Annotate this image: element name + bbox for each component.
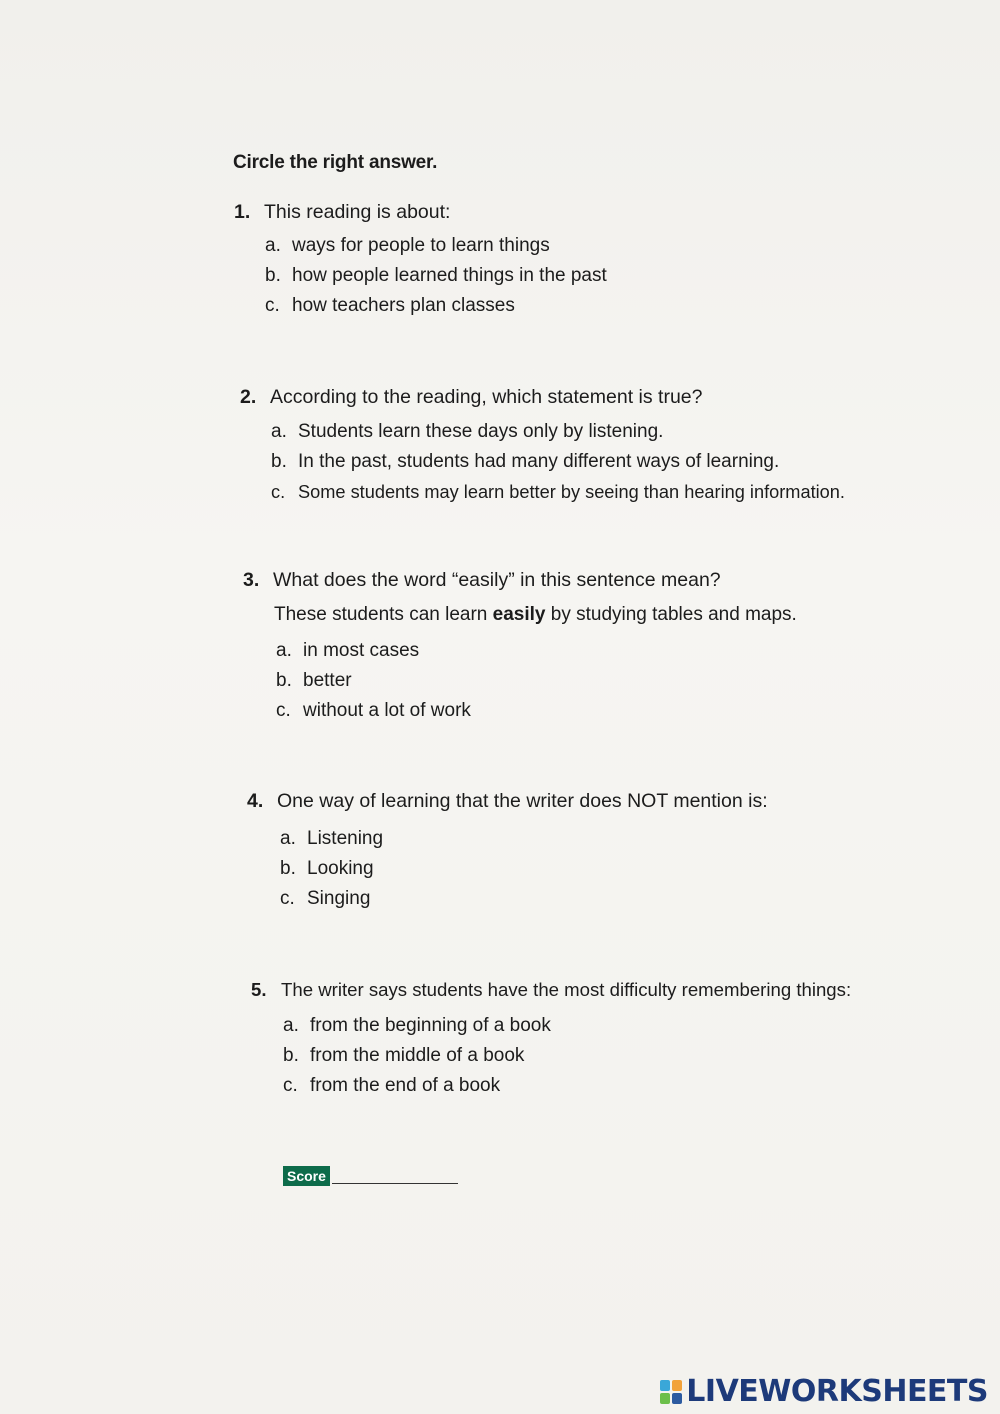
- liveworksheets-logo-icon: [660, 1380, 682, 1404]
- option-text: In the past, students had many different ways of learning.: [298, 451, 780, 472]
- question-text: This reading is about:: [264, 201, 451, 223]
- example-sentence: [274, 604, 797, 626]
- option-letter: c.: [271, 482, 286, 502]
- option-text: Looking: [307, 858, 374, 879]
- brand-name: LIVEWORKSHEETS: [686, 1374, 988, 1409]
- option-3b[interactable]: [276, 666, 352, 696]
- question-5: [251, 975, 851, 1005]
- option-letter: a.: [265, 235, 281, 256]
- option-letter: b.: [280, 858, 296, 879]
- option-text: from the middle of a book: [310, 1045, 525, 1066]
- sentence-start: These students can learn: [274, 604, 493, 625]
- highlighted-word: easily: [492, 604, 546, 625]
- question-text: One way of learning that the writer does NOT mention is:: [277, 790, 768, 812]
- option-1c[interactable]: [265, 291, 515, 321]
- option-1b[interactable]: [265, 261, 607, 291]
- option-letter: b.: [271, 451, 287, 472]
- option-text: without a lot of work: [303, 700, 471, 721]
- option-3c[interactable]: [276, 696, 471, 726]
- sentence-end: by studying tables and maps.: [545, 604, 797, 625]
- option-letter: a.: [276, 640, 292, 661]
- option-text: from the end of a book: [310, 1075, 501, 1096]
- question-number: 2.: [240, 386, 257, 408]
- option-letter: a.: [280, 828, 296, 849]
- option-4c[interactable]: [280, 884, 370, 914]
- question-text: According to the reading, which statement is true?: [270, 386, 703, 408]
- option-text: Students learn these days only by listening.: [298, 421, 664, 442]
- option-letter: a.: [271, 421, 287, 442]
- score-blank-line[interactable]: [332, 1183, 458, 1184]
- score-box: [283, 1166, 458, 1186]
- option-letter: b.: [276, 670, 292, 691]
- logo-square-2: [672, 1380, 682, 1391]
- question-text: The writer says students have the most difficulty remembering things:: [281, 979, 852, 1000]
- option-5c[interactable]: [283, 1071, 500, 1101]
- option-4a[interactable]: [280, 824, 383, 854]
- question-number: 3.: [243, 569, 260, 591]
- option-text: from the beginning of a book: [310, 1015, 551, 1036]
- option-3a[interactable]: [276, 636, 419, 666]
- logo-square-3: [660, 1393, 670, 1404]
- option-2a[interactable]: [271, 417, 663, 447]
- option-letter: c.: [280, 888, 295, 909]
- option-letter: a.: [283, 1015, 299, 1036]
- question-3: [243, 565, 721, 595]
- option-letter: c.: [265, 295, 280, 316]
- question-1: [234, 197, 450, 227]
- option-2b[interactable]: [271, 447, 779, 477]
- logo-square-4: [672, 1393, 682, 1404]
- option-text: in most cases: [303, 640, 420, 661]
- option-text: how people learned things in the past: [292, 265, 607, 286]
- option-1a[interactable]: [265, 231, 550, 261]
- logo-square-1: [660, 1380, 670, 1391]
- question-2: [240, 382, 703, 412]
- option-text: how teachers plan classes: [292, 295, 515, 316]
- option-letter: c.: [276, 700, 291, 721]
- option-text: Singing: [307, 888, 371, 909]
- question-number: 5.: [251, 979, 267, 1000]
- question-4: [247, 786, 768, 816]
- option-5a[interactable]: [283, 1011, 551, 1041]
- option-2c[interactable]: [271, 477, 845, 507]
- question-number: 4.: [247, 790, 264, 812]
- option-5b[interactable]: [283, 1041, 524, 1071]
- option-text: better: [303, 670, 352, 691]
- score-label: Score: [283, 1166, 330, 1186]
- instructions-title: Circle the right answer.: [233, 152, 438, 173]
- option-letter: b.: [283, 1045, 299, 1066]
- question-number: 1.: [234, 201, 251, 223]
- option-letter: c.: [283, 1075, 298, 1096]
- option-4b[interactable]: [280, 854, 374, 884]
- option-letter: b.: [265, 265, 281, 286]
- option-text: Some students may learn better by seeing than hearing information.: [298, 482, 845, 502]
- option-text: Listening: [307, 828, 384, 849]
- liveworksheets-brand: [660, 1374, 988, 1409]
- option-text: ways for people to learn things: [292, 235, 550, 256]
- question-text: What does the word “easily” in this sentence mean?: [273, 569, 721, 591]
